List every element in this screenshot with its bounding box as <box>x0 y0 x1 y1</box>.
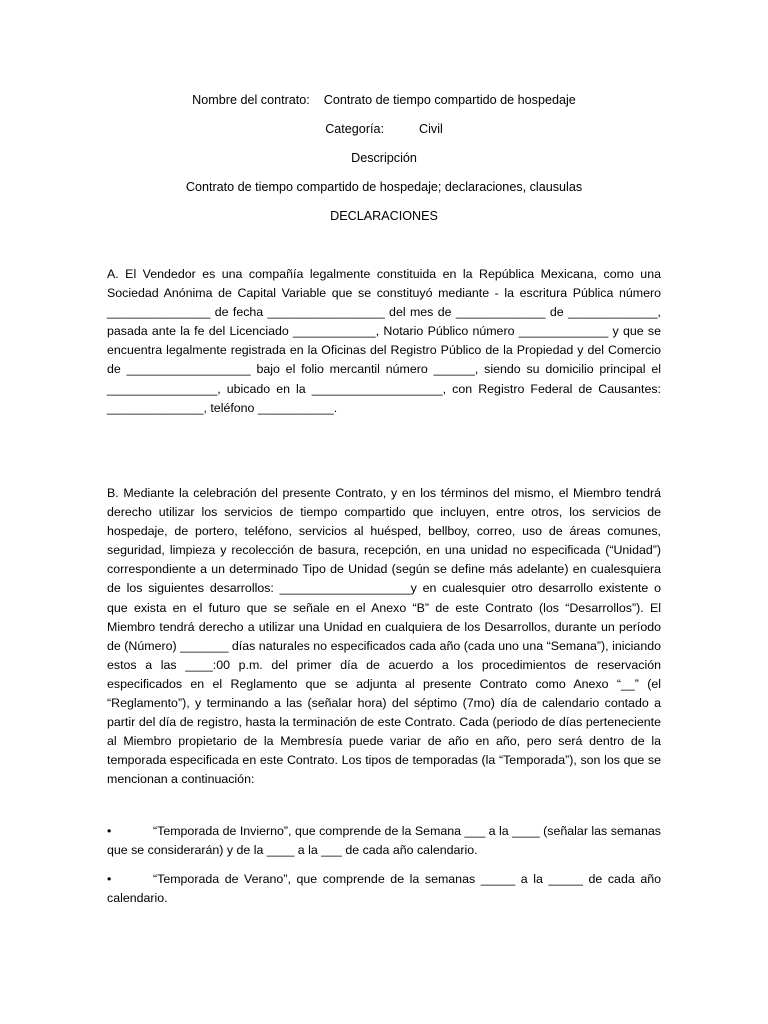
bullet-item-summer <box>107 870 661 908</box>
description-text: Contrato de tiempo compartido de hospedaje; declaraciones, clausulas <box>185 180 583 194</box>
paragraph-a: A. El Vendedor es una compañía legalmente constituida en la República Mexicana, como una Sociedad Anónima de Capital Variable que se constituyó mediante - la escritura Pública número _______________ de fecha _________________ del mes de _____________ de _____________, pasada ante la fe del Licenciado ____________, Notario Público número _____________ y que se encuentra legalmente registrada en la Oficinas del Registro Público de la Propiedad y del Comercio de __________________ bajo el folio mercantil número ______, siendo su domicilio principal el ________________, ubicado en la ___________________, con Registro Federal de Causantes: ______________, teléfono ___________. <box>107 267 661 415</box>
category-line: Categoría: Civil <box>325 122 443 136</box>
bullet-marker: • <box>107 872 112 886</box>
bullet-text: “Temporada de Invierno”, que comprende de la Semana ___ a la ____ (señalar las semanas que se considerarán) y de la ____ a la ___ de cada año calendario. <box>107 824 661 858</box>
section-title: DECLARACIONES <box>330 209 438 223</box>
bullet-item-winter <box>107 822 661 860</box>
bullet-marker: • <box>107 824 112 838</box>
contract-name-line: Nombre del contrato: Contrato de tiempo compartido de hospedaje <box>192 93 576 107</box>
bullet-text: “Temporada de Verano”, que comprende de la semanas _____ a la _____ de cada año calendario. <box>107 872 661 906</box>
paragraph-b: B. Mediante la celebración del presente Contrato, y en los términos del mismo, el Miembro tendrá derecho utilizar los servicios de tiempo compartido que incluyen, entre otros, los servicios de hospedaje, de portero, teléfono, servicios al huésped, bellboy, correo, uso de áreas comunes, seguridad, limpieza y recolección de basura, recepción, en una unidad no especificada (“Unidad”) correspondiente a un determinado Tipo de Unidad (según se define más adelante) en cualesquiera de los siguientes desarrollos: ___________________y en cualesquier otro desarrollo existente o que exista en el futuro que se señale en el Anexo “B” de este Contrato (los “Desarrollos”). El Miembro tendrá derecho a utilizar una Unidad en cualquiera de los Desarrollos, durante un período de (Número) _______ días naturales no especificados cada año (cada uno una “Semana”), iniciando estos a las ____:00 p.m. del primer día de acuerdo a los procedimientos de reservación especificados en el Reglamento que se adjunta al presente Contrato como Anexo “__” (el “Reglamento”), y terminando a las (señalar hora) del séptimo (7mo) día de calendario contado a partir del día de registro, hasta la terminación de este Contrato. Cada (periodo de días perteneciente al Miembro propietario de la Membresía puede variar de año en año, pero será dentro de la temporada especificada en este Contrato. Los tipos de temporadas (la “Temporada”), son los que se mencionan a continuación: <box>107 486 661 787</box>
description-title: Descripción <box>351 151 417 165</box>
